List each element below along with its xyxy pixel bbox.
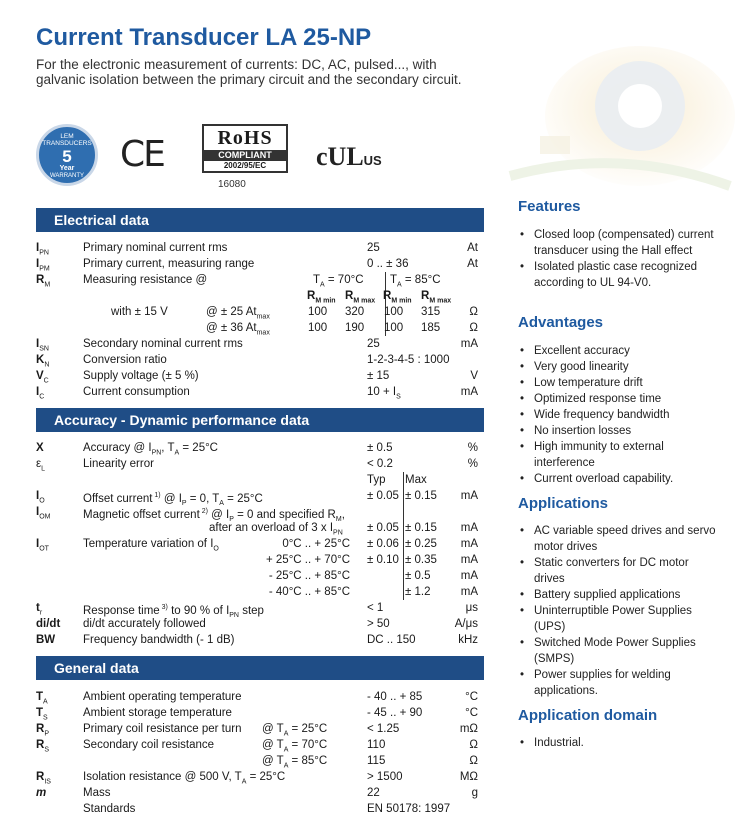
list-item: • No insertion losses — [518, 423, 718, 439]
row-linearity: $\varepsilon_L$ Linearity error < 0.2 % — [36, 458, 478, 473]
row-mass: m Mass 22 g — [36, 787, 478, 799]
intro-text: For the electronic measurement of currents: DC, AC, pulsed..., with galvanic isolation between the primary circuit and the secondary circuit. — [36, 57, 462, 87]
section-electrical: Electrical data — [36, 208, 484, 232]
advantages-heading: Advantages — [518, 314, 604, 331]
row-ts: $T_S$ Ambient storage temperature - 45 .. + 90 °C — [36, 707, 478, 722]
row-isn: $I_{SN}$ Secondary nominal current rms 25 mA — [36, 338, 478, 353]
row-iot-4: - 40°C .. + 85°C ± 1.2 mA — [268, 586, 478, 598]
rohs-logo: RoHS COMPLIANT 2002/95/EC — [202, 124, 288, 173]
applications-heading: Applications — [518, 495, 609, 512]
rohs-number: 16080 — [218, 179, 246, 190]
list-item: • Power supplies for welding applications. — [518, 667, 718, 699]
row-kn: $K_N$ Conversion ratio 1-2-3-4-5 : 1000 — [36, 354, 450, 369]
row-rm: $R_M$ Measuring resistance @ $T_A = 70^\circ C$ $T_A = 85^\circ C$ — [36, 274, 441, 289]
product-photo — [500, 26, 740, 201]
list-item: • Industrial. — [518, 735, 718, 751]
ul-mark: cULUS — [316, 142, 382, 171]
features-list — [518, 227, 718, 291]
list-item: • Static converters for DC motor drives — [518, 555, 718, 587]
row-standards: Standards EN 50178: 1997 — [83, 803, 451, 815]
row-ipn: $I_{PN}$ Primary nominal current rms 25 At — [36, 242, 478, 257]
row-ris: $R_{IS}$ Isolation resistance @ 500 V, $T_A = 25^\circ C$ > 1500 MΩ — [36, 771, 478, 786]
row-rm-36: @ ± 36 $At_{max}$ 100 190 100 185 Ω — [206, 322, 478, 337]
application-domain-heading: Application domain — [518, 707, 658, 724]
applications-list — [518, 523, 718, 699]
advantages-list — [518, 343, 718, 487]
row-iom-2: after an overload of 3 x $I_{PN}$ ± 0.05 ± 0.15 mA — [209, 522, 478, 537]
row-vc: $V_C$ Supply voltage (± 5 %) ± 15 V — [36, 370, 478, 385]
row-iot: $I_{OT}$ Temperature variation of $I_O$ 0°C .. + 25°C ± 0.06 ± 0.25 mA — [36, 538, 478, 553]
list-item: • Uninterruptible Power Supplies (UPS) — [518, 603, 718, 635]
list-item: • AC variable speed drives and servo motor drives — [518, 523, 718, 555]
row-accuracy: X Accuracy @ $I_{PN}$, $T_A = 25^\circ C$ ± 0.5 % — [36, 442, 478, 457]
row-rs-2: @ $T_A = 85^\circ C$ 115 Ω — [262, 755, 478, 770]
page-title: Current Transducer LA 25-NP — [36, 24, 372, 51]
list-item: • Very good linearity — [518, 359, 718, 375]
features-heading: Features — [518, 198, 581, 215]
list-item: • Current overload capability. — [518, 471, 718, 487]
row-rm-heads: $R_{M min}$ $R_{M max}$ $R_{M min}$ $R_{M max}$ — [307, 290, 452, 305]
row-io: $I_O$ Offset current $^{1)}$ @ $I_P = 0$, $T_A = 25^\circ C$ ± 0.05 ± 0.15 mA — [36, 490, 478, 508]
row-iot-3: - 25°C .. + 85°C ± 0.5 mA — [268, 570, 478, 582]
row-didt: di/dt di/dt accurately followed > 50 A/μs — [36, 618, 478, 630]
row-ic: $I_C$ Current consumption $10 + I_S$ mA — [36, 386, 478, 401]
list-item: • Wide frequency bandwidth — [518, 407, 718, 423]
row-iom: $I_{OM}$ Magnetic offset current $^{2)}$ @ $I_P = 0$ and specified $R_M$, — [36, 506, 345, 524]
row-ipm: $I_{PM}$ Primary current, measuring range 0 .. ± 36 At — [36, 258, 478, 273]
row-ta: $T_A$ Ambient operating temperature - 40 .. + 85 °C — [36, 691, 478, 706]
row-bw: BW Frequency bandwidth (- 1 dB) DC .. 150 kHz — [36, 634, 478, 646]
list-item: • Battery supplied applications — [518, 587, 718, 603]
row-tr: $t_r$ Response time $^{3)}$ to 90 % of $I_{PN}$ step < 1 μs — [36, 602, 478, 620]
list-item: • Isolated plastic case recognized according to UL 94-V0. — [518, 259, 718, 291]
section-accuracy: Accuracy - Dynamic performance data — [36, 408, 484, 432]
section-general: General data — [36, 656, 484, 680]
row-iot-2: + 25°C .. + 70°C ± 0.10 ± 0.35 mA — [266, 554, 478, 566]
list-item: • Optimized response time — [518, 391, 718, 407]
list-item: • Low temperature drift — [518, 375, 718, 391]
warranty-badge: LEM TRANSDUCERS 5 Year WARRANTY — [36, 124, 98, 186]
list-item: • High immunity to external interference — [518, 439, 718, 471]
list-item: • Excellent accuracy — [518, 343, 718, 359]
row-rs: $R_S$ Secondary coil resistance @ $T_A = 70^\circ C$ 110 Ω — [36, 739, 478, 754]
list-item: • Closed loop (compensated) current transducer using the Hall effect — [518, 227, 718, 259]
ce-mark: CE — [120, 134, 164, 175]
list-item: • Switched Mode Power Supplies (SMPS) — [518, 635, 718, 667]
row-rp: $R_P$ Primary coil resistance per turn @ $T_A = 25^\circ C$ < 1.25 mΩ — [36, 723, 478, 738]
row-typ-max-head: Typ Max — [367, 474, 427, 486]
certification-logos — [36, 124, 496, 194]
row-rm-25: with ± 15 V @ ± 25 $At_{max}$ 100 320 100 315 Ω — [111, 306, 478, 321]
application-domain-list — [518, 735, 718, 751]
